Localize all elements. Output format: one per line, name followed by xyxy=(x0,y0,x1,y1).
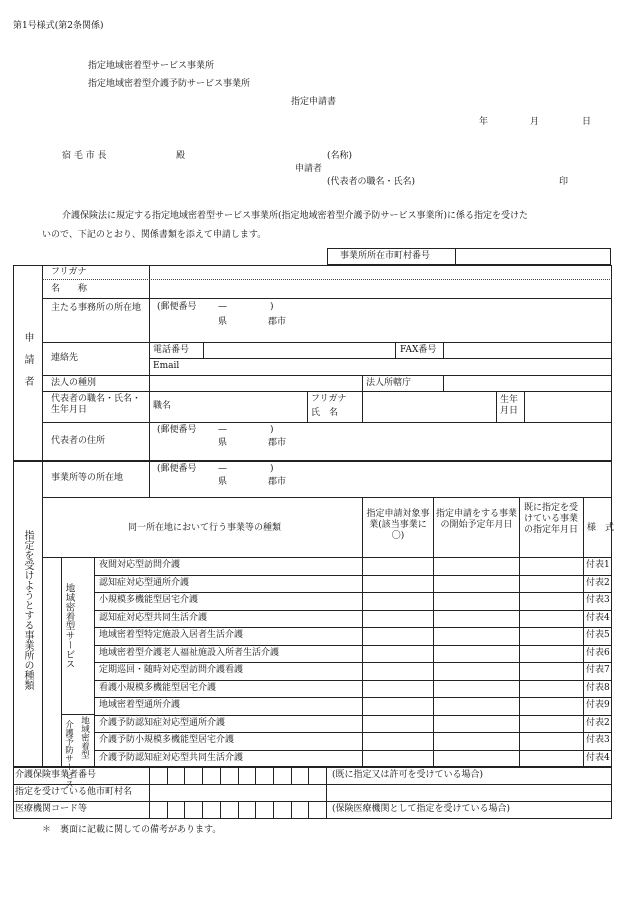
seal-mark: 印 xyxy=(559,177,569,187)
date-month: 月 xyxy=(530,117,540,127)
office-address-label: 主たる事務所の所在地 xyxy=(51,303,142,313)
service-name: 看護小規模多機能型居宅介護 xyxy=(99,682,217,693)
name-input[interactable] xyxy=(150,280,611,297)
service-form: 付表4 xyxy=(586,752,610,763)
fax-input[interactable] xyxy=(444,343,611,357)
contact-label: 連絡先 xyxy=(51,353,79,363)
office-pref-label: 県 xyxy=(218,477,228,487)
rep-county-label: 郡市 xyxy=(268,438,287,448)
service-target-cell[interactable] xyxy=(363,611,432,626)
group2-label-b: 地域密着型 xyxy=(79,716,90,759)
other-city-label: 指定を受けている他市町村名 xyxy=(15,787,133,797)
postal-dash: — xyxy=(218,302,227,312)
fax-label: FAX番号 xyxy=(400,345,437,355)
service-name: 介護予防小規模多機能型居宅介護 xyxy=(99,735,235,745)
service-form: 付表4 xyxy=(586,612,610,623)
office-county-label: 郡市 xyxy=(268,477,287,487)
target-col-header: 指定申請対象事業(該当事業に〇) xyxy=(366,509,430,541)
representative-label: (代表者の職名・氏名) xyxy=(327,177,416,187)
service-name: 地域密着型介護老人福祉施設入所者生活介護 xyxy=(99,647,280,658)
service-target-cell[interactable] xyxy=(363,751,432,766)
mayor-name: 宿 毛 市 長 xyxy=(62,151,107,161)
insurance-no-label: 介護保険事業者番号 xyxy=(15,770,97,780)
service-form: 付表2 xyxy=(586,717,610,728)
group1-label: 地域密着型サービス xyxy=(63,583,75,669)
service-name: 介護予防認知症対応型通所介護 xyxy=(99,717,226,728)
service-target-cell[interactable] xyxy=(363,628,432,643)
medical-note: (保険医療機関として指定を受けている場合) xyxy=(332,804,511,814)
existing-col-header: 既に指定を受けている事業の指定年月日 xyxy=(523,503,578,535)
representative-info-label: 代表者の職名・氏名・生年月日 xyxy=(51,394,142,415)
furigana-label: フリガナ xyxy=(51,267,87,277)
date-year: 年 xyxy=(479,117,489,127)
service-form: 付表3 xyxy=(586,595,610,605)
service-target-cell[interactable] xyxy=(363,733,432,748)
service-form: 付表2 xyxy=(586,577,610,588)
service-name: 夜間対応型訪問介護 xyxy=(99,560,181,570)
intro-line-2: いので、下記のとおり、関係書類を添えて申請します。 xyxy=(42,230,267,240)
service-name: 小規模多機能型居宅介護 xyxy=(99,595,199,605)
municipal-number-label: 事業所所在市町村番号 xyxy=(340,251,431,261)
service-form: 付表1 xyxy=(586,560,610,570)
service-target-cell[interactable] xyxy=(363,593,432,608)
form-col-header: 様 式 xyxy=(587,523,615,533)
service-name: 介護予防認知症対応型共同生活介護 xyxy=(99,752,244,763)
group2-label-a: 介護予防サービス xyxy=(63,720,74,788)
addressee-line-1: 指定地域密着型サービス事業所 xyxy=(88,61,215,71)
title-label: 職名 xyxy=(153,401,172,411)
service-name: 地域密着型通所介護 xyxy=(99,700,181,710)
service-form: 付表3 xyxy=(586,735,610,745)
service-name: 定期巡回・随時対応型訪問介護看護 xyxy=(99,665,244,675)
intro-line-1: 介護保険法に規定する指定地域密着型サービス事業所(指定地域密着型介護予防サービス事業所)に係る指定を受けた xyxy=(62,211,529,221)
medical-code-label: 医療機関コード等 xyxy=(15,804,88,814)
service-target-cell[interactable] xyxy=(363,646,432,661)
email-label: Email xyxy=(153,361,180,371)
phone-input[interactable] xyxy=(204,343,394,357)
addressee-line-2: 指定地域密着型介護予防サービス事業所 xyxy=(88,79,251,89)
furigana-2-label: フリガナ xyxy=(311,394,347,404)
office-postal-close: ) xyxy=(270,464,274,474)
corp-type-label: 法人の種別 xyxy=(51,378,97,388)
pref-label: 県 xyxy=(218,317,228,327)
applicant-label: 申請者 xyxy=(295,164,323,174)
applicant-side-label: 申請者 xyxy=(22,332,33,398)
postal-label: (郵便番号 xyxy=(157,302,197,312)
service-target-cell[interactable] xyxy=(363,698,432,713)
rep-postal-close: ) xyxy=(270,425,274,435)
office-postal-label: (郵便番号 xyxy=(157,464,197,474)
office-postal-dash: — xyxy=(218,464,227,474)
office-side-label: 指定を受けようとする事業所の種類 xyxy=(22,530,33,690)
rep-postal-dash: — xyxy=(218,425,227,435)
postal-close: ) xyxy=(270,302,274,312)
service-name: 地域密着型特定施設入居者生活介護 xyxy=(99,630,244,640)
insurance-note: (既に指定又は許可を受けている場合) xyxy=(332,770,484,780)
service-form: 付表9 xyxy=(586,700,610,710)
rep-postal-label: (郵便番号 xyxy=(157,425,197,435)
start-col-header: 指定申請をする事業の開始予定年月日 xyxy=(435,509,517,530)
other-city-input[interactable] xyxy=(150,785,325,800)
document-title: 指定申請書 xyxy=(291,97,337,107)
service-form: 付表5 xyxy=(586,630,610,640)
phone-label: 電話番号 xyxy=(153,345,190,355)
service-name: 認知症対応型通所介護 xyxy=(99,577,190,588)
corp-authority-label: 法人所轄庁 xyxy=(366,378,412,388)
municipal-number-input[interactable] xyxy=(456,249,610,264)
form-number: 第1号様式(第2条関係) xyxy=(13,21,104,31)
service-target-cell[interactable] xyxy=(363,558,432,573)
service-form: 付表8 xyxy=(586,682,610,693)
service-form: 付表6 xyxy=(586,647,610,658)
location-label: 事業所等の所在地 xyxy=(51,473,124,483)
footnote: ＊ 裏面に記載に関しての備考があります。 xyxy=(42,825,222,835)
rep-address-label: 代表者の住所 xyxy=(51,436,106,446)
name-label: 名 称 xyxy=(51,284,88,294)
date-day: 日 xyxy=(582,117,592,127)
services-header: 同一所在地において行う事業等の種類 xyxy=(128,523,282,533)
email-input[interactable] xyxy=(204,359,611,374)
shimei-label: 氏 名 xyxy=(311,408,339,418)
applicant-name-label: (名称) xyxy=(327,151,353,161)
county-label: 郡市 xyxy=(268,317,287,327)
service-form: 付表7 xyxy=(586,665,610,675)
service-target-cell[interactable] xyxy=(363,576,432,591)
birth-label: 生年月日 xyxy=(500,395,519,416)
furigana-input[interactable] xyxy=(150,266,611,278)
service-target-cell[interactable] xyxy=(363,716,432,731)
mayor-honorific: 殿 xyxy=(176,151,186,161)
rep-pref-label: 県 xyxy=(218,438,228,448)
service-target-cell[interactable] xyxy=(363,681,432,696)
service-name: 認知症対応型共同生活介護 xyxy=(99,612,208,623)
service-target-cell[interactable] xyxy=(363,663,432,678)
